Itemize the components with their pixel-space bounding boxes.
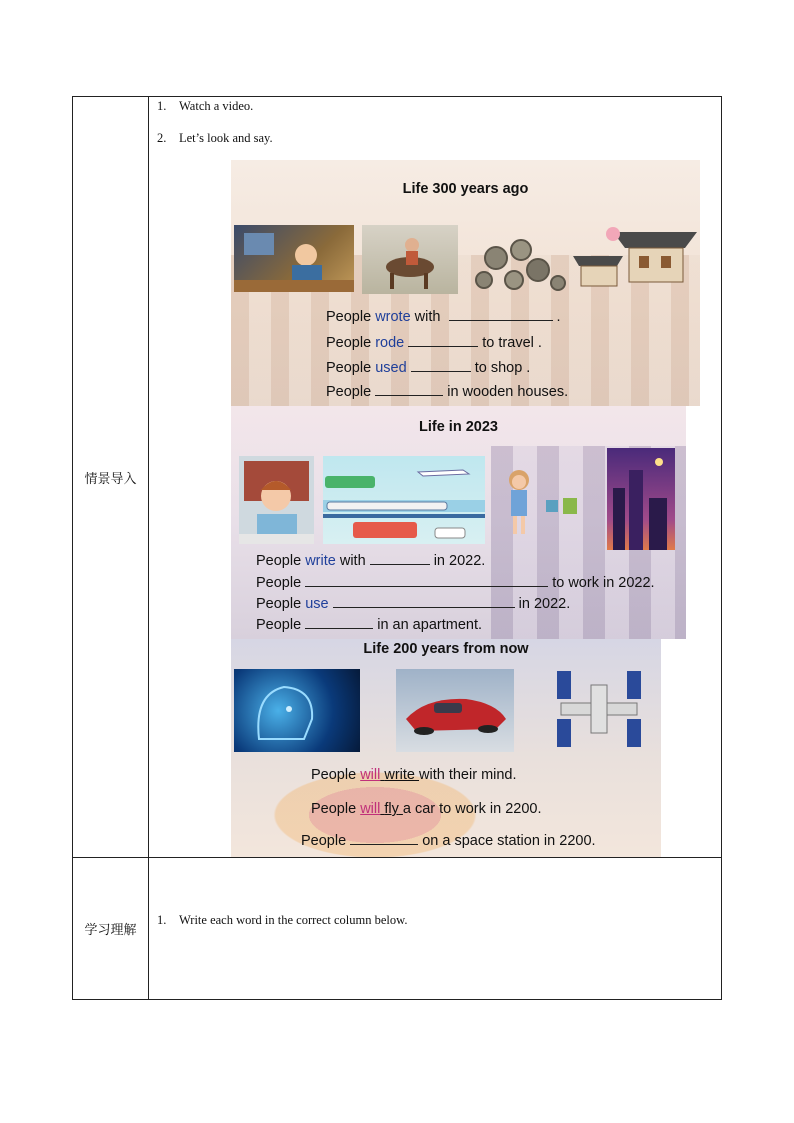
sentence-write: People write with in 2022. bbox=[256, 553, 486, 569]
slide-title: Life 200 years from now bbox=[363, 641, 529, 657]
step-1: 1. Watch a video. bbox=[157, 99, 254, 113]
answer-blank[interactable] bbox=[305, 574, 548, 587]
slide-life-300-years-ago bbox=[231, 160, 700, 406]
answer-blank[interactable] bbox=[333, 595, 515, 608]
answer-blank[interactable] bbox=[449, 308, 553, 321]
answer-blank[interactable] bbox=[370, 552, 430, 565]
row-content-understanding bbox=[149, 858, 722, 1000]
sentence-use: People use in 2022. bbox=[256, 596, 571, 612]
slide-title: Life in 2023 bbox=[419, 419, 498, 435]
space-station-picture bbox=[551, 665, 647, 757]
night-city-picture bbox=[607, 448, 675, 550]
digital-mind-picture bbox=[234, 669, 360, 752]
step-write-columns: 1. Write each word in the correct column below. bbox=[157, 913, 408, 927]
flying-car-picture bbox=[396, 669, 514, 752]
sentence-will-write: People will write with their mind. bbox=[311, 767, 517, 783]
row-content-situation bbox=[149, 97, 722, 858]
slide-title: Life 300 years ago bbox=[402, 181, 529, 197]
sentence-used: People used to shop . bbox=[326, 360, 531, 376]
slide-life-in-2023 bbox=[231, 406, 686, 639]
table-row bbox=[73, 97, 722, 858]
lesson-table bbox=[72, 96, 722, 1000]
answer-blank[interactable] bbox=[305, 616, 373, 629]
answer-blank[interactable] bbox=[375, 383, 443, 396]
scholar-writing-picture bbox=[234, 225, 354, 292]
answer-blank[interactable] bbox=[411, 359, 471, 372]
row-label-understanding: 学习理解 bbox=[73, 858, 149, 1000]
sentence-rode: People rode to travel . bbox=[326, 335, 542, 351]
sentence-apartment: People in an apartment. bbox=[256, 617, 483, 633]
answer-blank[interactable] bbox=[408, 334, 478, 347]
ancient-coins-picture bbox=[466, 228, 571, 296]
sentence-space-station: People on a space station in 2200. bbox=[301, 833, 596, 849]
wooden-house-picture bbox=[573, 222, 697, 290]
sentence-travel-to-work: People to work in 2022. bbox=[256, 575, 655, 591]
sentence-will-fly: People will fly a car to work in 2200. bbox=[311, 801, 542, 817]
sentence-houses: People in wooden houses. bbox=[326, 384, 569, 400]
table-row bbox=[73, 858, 722, 1000]
row-label-situation: 情景导入 bbox=[73, 97, 149, 858]
sentence-wrote: People wrote with . bbox=[326, 309, 561, 325]
student-writing-picture bbox=[239, 456, 314, 544]
horse-rider-picture bbox=[362, 225, 458, 294]
slide-life-200-years-from-now bbox=[231, 639, 661, 857]
answer-blank[interactable] bbox=[350, 832, 418, 845]
step-2: 2. Let’s look and say. bbox=[157, 131, 273, 145]
transport-picture bbox=[323, 456, 485, 544]
girl-with-tablet-picture bbox=[501, 468, 591, 538]
